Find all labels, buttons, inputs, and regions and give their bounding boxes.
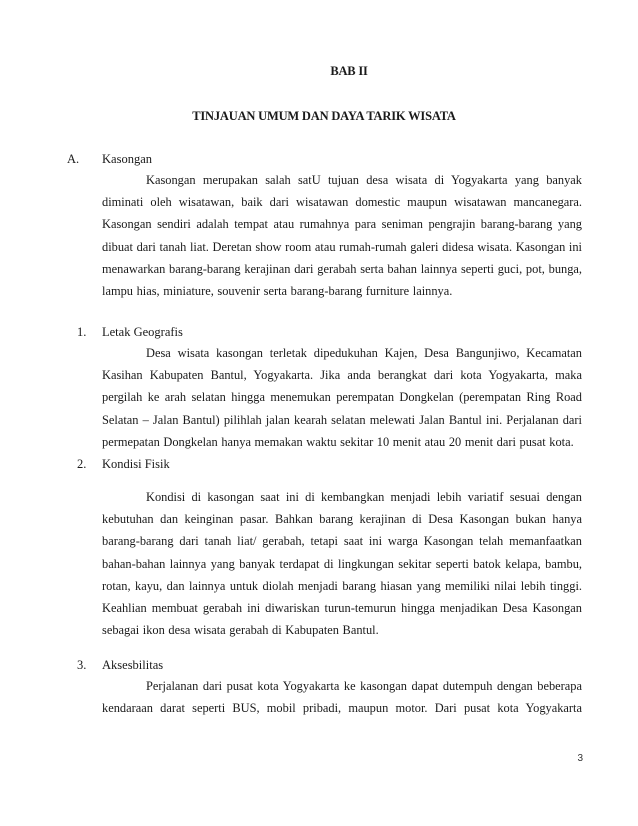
item-paragraph: Kondisi di kasongan saat ini di kembangkan menjadi lebih variatif sesuai dengan kebutuhan dan keinginan pasar. Bahkan barang kerajinan di Desa Kasongan bukan hanya barang-barang dari tanah liat/ gerabah, tetapi saat ini warga Kasongan telah memanfaatkan bahan-bahan lainnya yang banyak terdapat di lingkungan sekitar seperti batok kelapa, bambu, rotan, kayu, dan lainnya untuk diolah menjadi barang hiasan yang memiliki nilai lebih tinggi. Keahlian membuat gerabah ini diwariskan turun-temurun hingga menjadikan Desa Kasongan sebagai ikon desa wisata gerabah di Kabupaten Bantul. [102,490,582,638]
section-marker: A. [67,152,80,166]
chapter-title: TINJAUAN UMUM DAN DAYA TARIK WISATA [192,109,456,123]
item-paragraph: Perjalanan dari pusat kota Yogyakarta ke kasongan dapat dutempuh dengan beberapa kendaraan darat seperti BUS, mobil pribadi, maupun motor. Dari pusat kota Yogyakarta [102,679,582,716]
item-title: Aksesbilitas [102,658,164,672]
section-paragraph: Kasongan merupakan salah satU tujuan desa wisata di Yogyakarta yang banyak diminati oleh wisatawan, baik dari wisatawan domestic maupun wisatawan mancanegara. Kasongan sendiri adalah tempat atau rumahnya para seniman pengrajin barang-barang yang dibuat dari tanah liat. Deretan show room atau rumah-rumah galeri didesa wisata. Kasongan ini menawarkan barang-barang kerajinan dari gerabah serta bahan lainnya seperti guci, pot, bunga, lampu hias, miniature, souvenir serta barang-barang furniture lainnya. [102,173,582,299]
section-title: Kasongan [102,152,152,166]
item-marker: 2. [77,457,87,471]
page-number: 3 [577,753,583,764]
item-title: Kondisi Fisik [102,457,170,471]
item-marker: 3. [77,658,87,672]
item-title: Letak Geografis [102,325,183,339]
chapter-heading: BAB II [330,64,368,78]
item-marker: 1. [77,325,87,339]
item-paragraph: Desa wisata kasongan terletak dipedukuhan Kajen, Desa Bangunjiwo, Kecamatan Kasihan Kabupaten Bantul, Yogyakarta. Jika anda berangkat dari kota Yogyakarta, maka pergilah ke arah selatan hingga menemukan perempatan Dongkelan (perempatan Ring Road Selatan – Jalan Bantul) pilihlah jalan kearah selatan melewati Jalan Bantul ini. Perjalanan dari permepatan Dongkelan hanya memakan waktu sekitar 10 menit atau 20 menit dari pusat kota. [102,346,582,449]
